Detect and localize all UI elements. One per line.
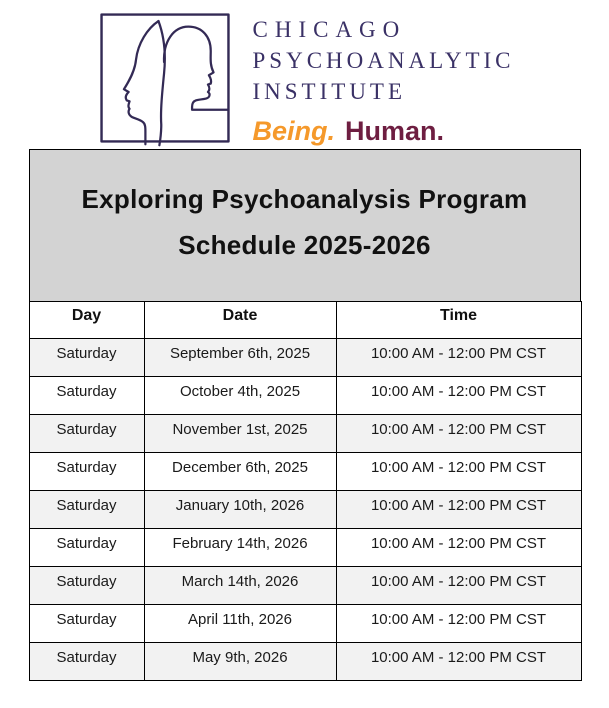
cell-time: 10:00 AM - 12:00 PM CST [336, 377, 581, 415]
table-row [29, 377, 581, 415]
institute-logo [0, 0, 609, 149]
cell-day: Saturday [29, 377, 144, 415]
table-row [29, 339, 581, 377]
tagline-human: Human. [345, 116, 445, 146]
schedule-section [29, 149, 581, 681]
cell-time: 10:00 AM - 12:00 PM CST [336, 529, 581, 567]
cell-day: Saturday [29, 643, 144, 681]
cell-date: January 10th, 2026 [144, 491, 336, 529]
table-row [29, 415, 581, 453]
institute-name-line: CHICAGO [252, 17, 407, 42]
cell-date: September 6th, 2025 [144, 339, 336, 377]
cell-time: 10:00 AM - 12:00 PM CST [336, 453, 581, 491]
schedule-table [29, 301, 582, 681]
cell-time: 10:00 AM - 12:00 PM CST [336, 567, 581, 605]
cell-date: April 11th, 2026 [144, 605, 336, 643]
schedule-title-box [29, 149, 581, 301]
cell-time: 10:00 AM - 12:00 PM CST [336, 415, 581, 453]
institute-name [253, 14, 515, 107]
two-heads-profile-icon [95, 8, 235, 148]
institute-tagline [253, 116, 515, 147]
cell-date: October 4th, 2025 [144, 377, 336, 415]
institute-name-line: INSTITUTE [252, 79, 407, 104]
column-header-day: Day [29, 302, 144, 339]
cell-day: Saturday [29, 453, 144, 491]
tagline-being: Being. [252, 116, 336, 146]
table-row [29, 605, 581, 643]
schedule-title-line2: Schedule 2025-2026 [178, 230, 431, 260]
cell-time: 10:00 AM - 12:00 PM CST [336, 643, 581, 681]
cell-date: May 9th, 2026 [144, 643, 336, 681]
institute-logo-text [253, 8, 515, 147]
cell-day: Saturday [29, 415, 144, 453]
cell-date: November 1st, 2025 [144, 415, 336, 453]
cell-date: December 6th, 2025 [144, 453, 336, 491]
table-row [29, 567, 581, 605]
institute-name-line: PSYCHOANALYTIC [252, 48, 515, 73]
cell-time: 10:00 AM - 12:00 PM CST [336, 605, 581, 643]
table-row [29, 491, 581, 529]
table-row [29, 529, 581, 567]
cell-day: Saturday [29, 605, 144, 643]
cell-day: Saturday [29, 491, 144, 529]
schedule-title-line1: Exploring Psychoanalysis Program [81, 184, 528, 214]
cell-day: Saturday [29, 529, 144, 567]
column-header-date: Date [144, 302, 336, 339]
cell-time: 10:00 AM - 12:00 PM CST [336, 339, 581, 377]
cell-date: March 14th, 2026 [144, 567, 336, 605]
cell-day: Saturday [29, 567, 144, 605]
table-row [29, 643, 581, 681]
cell-time: 10:00 AM - 12:00 PM CST [336, 491, 581, 529]
table-row [29, 453, 581, 491]
schedule-title [30, 176, 580, 268]
table-header-row [29, 302, 581, 339]
schedule-table-body [29, 339, 581, 681]
cell-date: February 14th, 2026 [144, 529, 336, 567]
column-header-time: Time [336, 302, 581, 339]
cell-day: Saturday [29, 339, 144, 377]
